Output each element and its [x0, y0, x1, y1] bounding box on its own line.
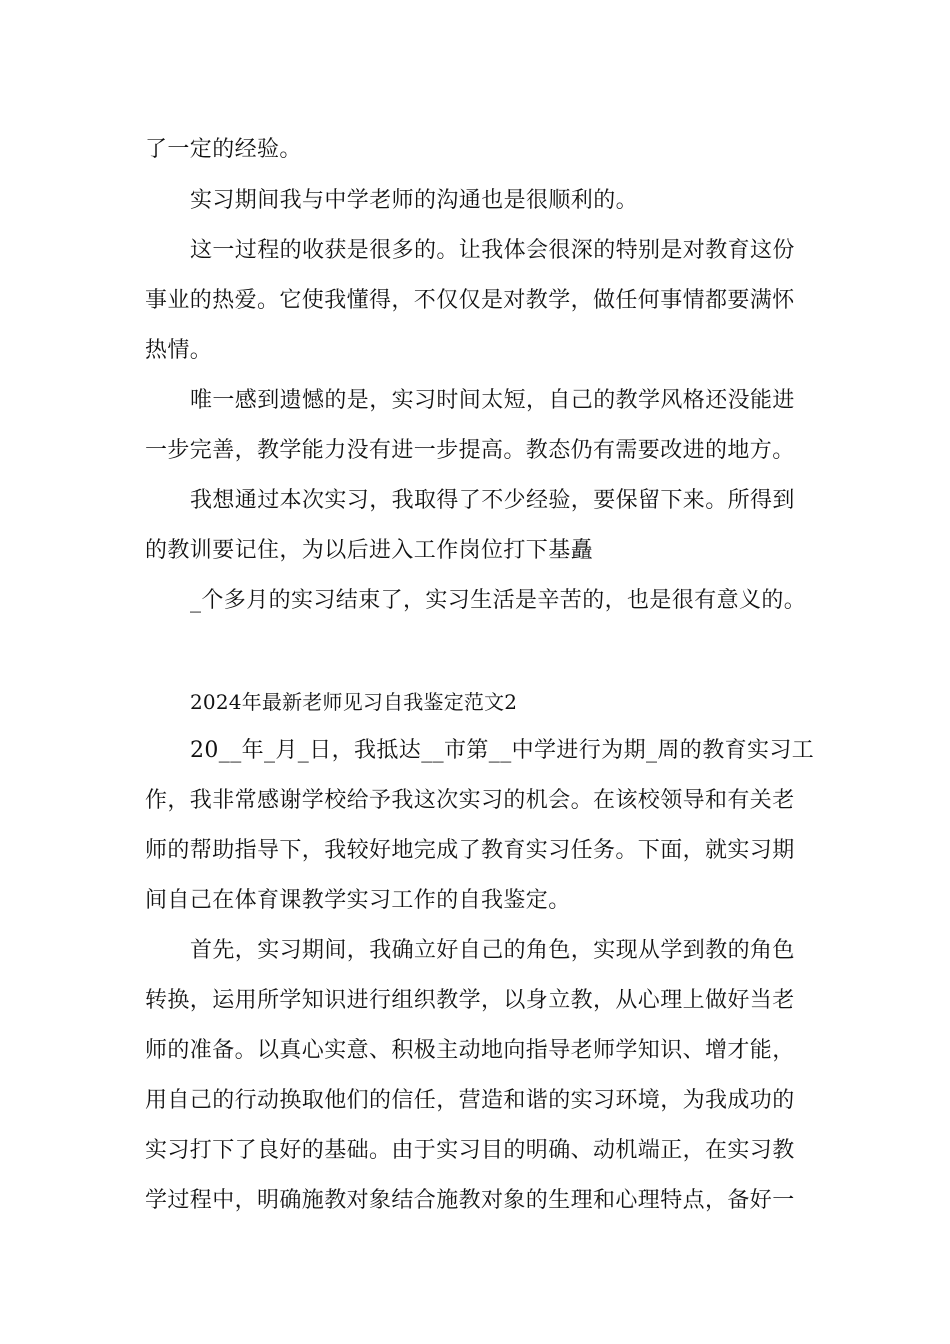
paragraph-line: 实习打下了良好的基础。由于实习目的明确、动机端正，在实习教 — [145, 1138, 795, 1163]
paragraph-line: 首先，实习期间，我确立好自己的角色，实现从学到教的角色 — [190, 938, 795, 963]
paragraph-line: 用自己的行动换取他们的信任，营造和谐的实习环境，为我成功的 — [145, 1088, 795, 1113]
paragraph-line: 热情。 — [145, 338, 213, 363]
paragraph-line: 了一定的经验。 — [145, 137, 302, 162]
paragraph-line: 唯一感到遗憾的是，实习时间太短，自己的教学风格还没能进 — [190, 388, 795, 413]
paragraph-line: 一步完善，教学能力没有进一步提高。教态仍有需要改进的地方。 — [145, 438, 795, 463]
paragraph-line: 作，我非常感谢学校给予我这次实习的机会。在该校领导和有关老 — [145, 788, 795, 813]
paragraph-line: _个多月的实习结束了，实习生活是辛苦的，也是很有意义的。 — [190, 588, 807, 613]
paragraph-line: 的教训要记住，为以后进入工作岗位打下基矗 — [145, 538, 594, 563]
paragraph-line: 间自己在体育课教学实习工作的自我鉴定。 — [145, 888, 571, 913]
paragraph-line: 师的帮助指导下，我较好地完成了教育实习任务。下面，就实习期 — [145, 838, 795, 863]
paragraph-line: 我想通过本次实习，我取得了不少经验，要保留下来。所得到 — [190, 488, 795, 513]
paragraph-line: 师的准备。以真心实意、积极主动地向指导老师学知识、增才能， — [145, 1038, 795, 1063]
paragraph-line: 20__年_月_日，我抵达__市第__中学进行为期_周的教育实习工 — [190, 738, 815, 763]
paragraph-line: 转换，运用所学知识进行组织教学，以身立教，从心理上做好当老 — [145, 988, 795, 1013]
paragraph-line: 这一过程的收获是很多的。让我体会很深的特别是对教育这份 — [190, 238, 795, 263]
section-title: 2024年最新老师见习自我鉴定范文2 — [190, 690, 518, 714]
paragraph-line: 学过程中，明确施教对象结合施教对象的生理和心理特点，备好一 — [145, 1188, 795, 1213]
paragraph-line: 实习期间我与中学老师的沟通也是很顺利的。 — [190, 188, 639, 213]
paragraph-line: 事业的热爱。它使我懂得，不仅仅是对教学，做任何事情都要满怀 — [145, 288, 795, 313]
